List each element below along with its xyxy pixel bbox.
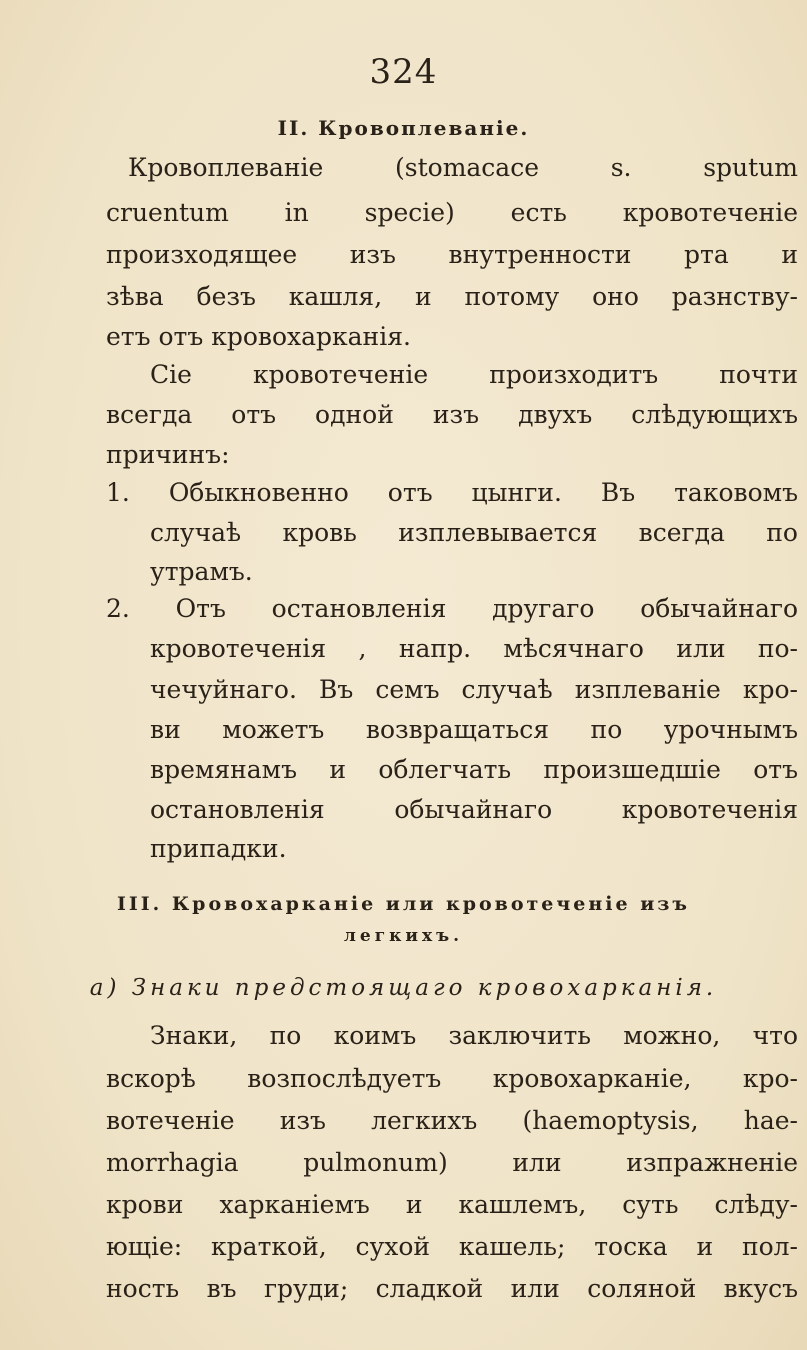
text-line: крови харканiемъ и кашлемъ, суть слѣду-: [106, 1190, 798, 1219]
text-line: ви можетъ возвращаться по урочнымъ: [150, 715, 798, 744]
text-line: всегда отъ одной изъ двухъ слѣдующихъ: [106, 400, 798, 429]
text-line: времянамъ и облегчать произшедшiе отъ: [150, 755, 798, 784]
text-line: етъ отъ кровохарканiя.: [106, 322, 411, 351]
text-line: причинъ:: [106, 440, 230, 469]
text-line: зѣва безъ кашля, и потому оно разнству-: [106, 282, 798, 311]
text-line: утрамъ.: [150, 557, 253, 586]
text-line: припадки.: [150, 834, 287, 863]
text-line: morrhagia pulmonum) или изпражненiе: [106, 1148, 798, 1177]
list-item: 2. Отъ остановленiя другаго обычайнаго: [106, 594, 798, 623]
text-line: Сiе кровотеченiе произходитъ почти: [150, 360, 798, 389]
list-item: 1. Обыкновенно отъ цынги. Въ таковомъ: [106, 478, 798, 507]
text-line: произходящее изъ внутренности рта и: [106, 240, 798, 269]
text-line: ющiе: краткой, сухой кашель; тоска и пол-: [106, 1232, 798, 1261]
text-line: вскорѣ возпослѣдуетъ кровохарканiе, кро-: [106, 1064, 798, 1093]
page-number: 324: [369, 52, 438, 92]
text-line: случаѣ кровь изплевывается всегда по: [150, 518, 798, 547]
text-line: ность въ груди; сладкой или соляной вкусъ: [106, 1274, 798, 1303]
text-line: остановленiя обычайнаго кровотеченiя: [150, 795, 798, 824]
text-line: Кровоплеванiе (stomacace s. sputum: [128, 153, 798, 182]
text-line: вотеченiе изъ легкихъ (haemoptysis, hae-: [106, 1106, 798, 1135]
text-line: чечуйнаго. Въ семъ случаѣ изплеванiе кро-: [150, 675, 798, 704]
section-3-title-continued: легкихъ.: [343, 926, 464, 946]
subsection-title: а) Знаки предстоящаго кровохарканiя.: [89, 975, 718, 1001]
text-line: Знаки, по коимъ заключить можно, что: [150, 1021, 798, 1050]
text-line: кровотеченiя , напр. мѣсячнаго или по-: [150, 634, 798, 663]
section-2-title: II. Кровоплеванiе.: [277, 116, 530, 140]
text-line: cruentum in specie) есть кровотеченiе: [106, 198, 798, 227]
section-3-title: III. Кровохарканiе или кровотеченiе изъ: [116, 893, 691, 915]
